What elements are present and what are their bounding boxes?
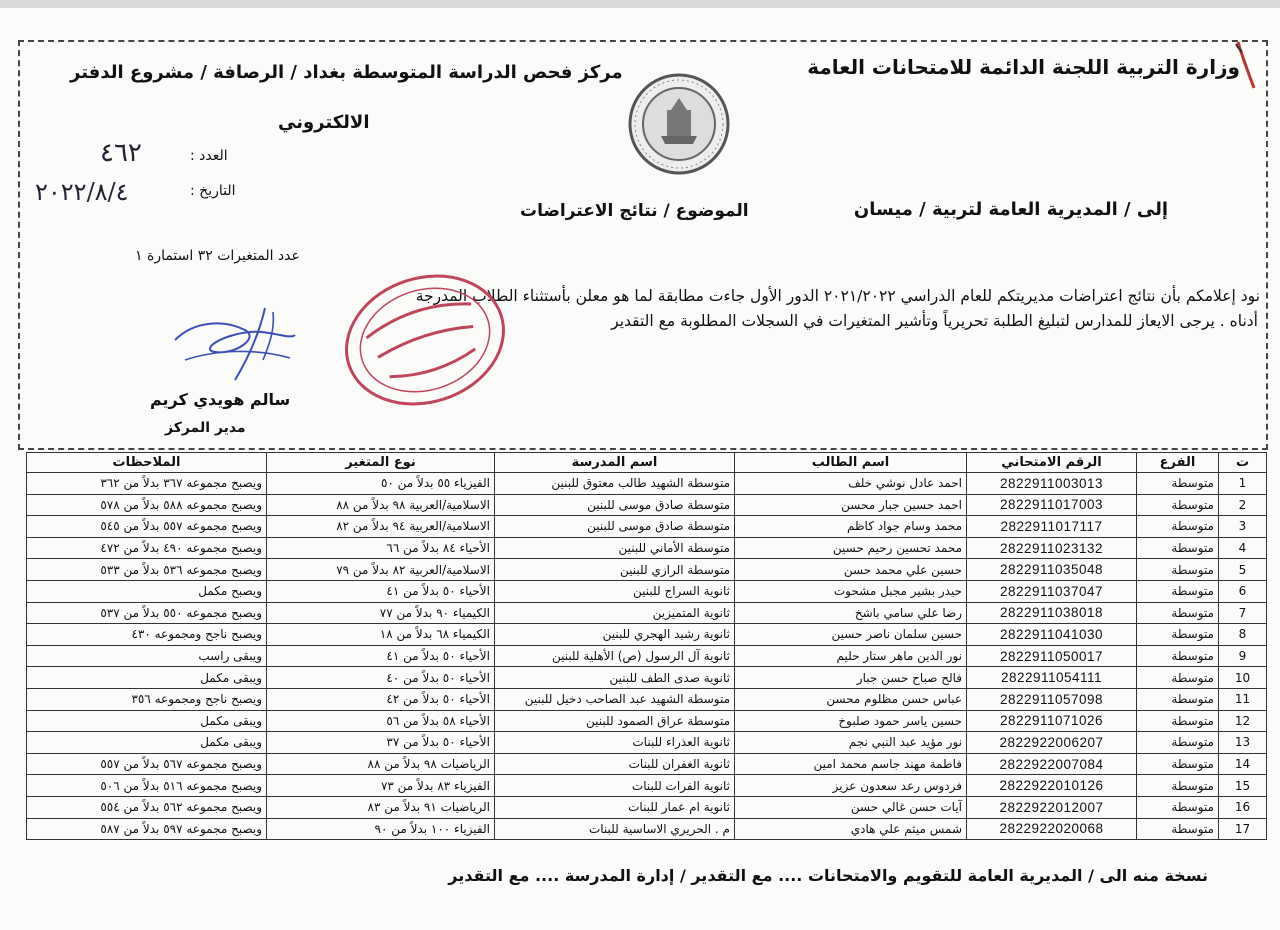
row-index: 5 [1219,559,1267,581]
row-student-name: حيدر بشير مجبل مشحوت [735,580,967,602]
header-notes: الملاحظات [27,453,267,473]
row-notes: ويصبح ناجح ومجموعه ٤٣٠ [27,624,267,646]
table-row [27,753,1267,775]
row-index: 3 [1219,516,1267,538]
row-change-type: الرياضيات ٩١ بدلاً من ٨٣ [267,796,495,818]
header-index: ت [1219,453,1267,473]
row-change-type: الأحياء ٥٠ بدلاً من ٤١ [267,580,495,602]
row-branch: متوسطة [1137,710,1219,732]
number-label: العدد : [190,148,228,164]
row-exam-number: 2822911017003 [967,494,1137,516]
row-school-name: متوسطة الأماني للبنين [495,537,735,559]
recipient-line: إلى / المديرية العامة لتربية / ميسان [853,199,1168,220]
row-change-type: الأحياء ٥٠ بدلاً من ٣٧ [267,732,495,754]
row-change-type: الفيزياء ١٠٠ بدلاً من ٩٠ [267,818,495,840]
row-student-name: آيات حسن غالي حسن [735,796,967,818]
row-branch: متوسطة [1137,732,1219,754]
row-exam-number: 2822922012007 [967,796,1137,818]
table-row [27,688,1267,710]
table-row [27,494,1267,516]
row-student-name: احمد حسين جبار محسن [735,494,967,516]
signer-title: مدير المركز [165,420,246,436]
table-row [27,516,1267,538]
row-index: 17 [1219,818,1267,840]
table-row [27,624,1267,646]
row-branch: متوسطة [1137,645,1219,667]
table-row [27,645,1267,667]
row-school-name: ثانوية السراج للبنين [495,580,735,602]
row-change-type: الأحياء ٥٠ بدلاً من ٤٢ [267,688,495,710]
header-exam-number: الرقم الامتحاني [967,453,1137,473]
row-student-name: محمد تحسين رحيم حسين [735,537,967,559]
row-student-name: محمد وسام جواد كاظم [735,516,967,538]
office-stamp [330,260,520,420]
table-row [27,775,1267,797]
row-exam-number: 2822911054111 [967,667,1137,689]
row-notes: ويبقى مكمل [27,710,267,732]
row-school-name: متوسطة الرازي للبنين [495,559,735,581]
row-school-name: ثانوية رشيد الهجري للبنين [495,624,735,646]
row-student-name: فالح صباح حسن جبار [735,667,967,689]
table-row [27,710,1267,732]
table-row [27,796,1267,818]
row-index: 4 [1219,537,1267,559]
row-exam-number: 2822911017117 [967,516,1137,538]
center-title-line1: مركز فحص الدراسة المتوسطة بغداد / الرصافة / مشروع الدفتر [70,62,623,83]
row-change-type: الكيمياء ٦٨ بدلاً من ١٨ [267,624,495,646]
row-notes: ويصبح مجموعه ٥١٦ بدلاً من ٥٠٦ [27,775,267,797]
row-index: 12 [1219,710,1267,732]
number-value: ٤٦٢ [100,138,142,168]
row-exam-number: 2822911023132 [967,537,1137,559]
row-school-name: ثانوية المتميزين [495,602,735,624]
row-notes: ويصبح مجموعه ٥٦٧ بدلاً من ٥٥٧ [27,753,267,775]
row-school-name: ثانوية الفرات للبنات [495,775,735,797]
row-index: 16 [1219,796,1267,818]
row-change-type: الأحياء ٥٠ بدلاً من ٤٠ [267,667,495,689]
row-change-type: الاسلامية/العربية ٨٢ بدلاً من ٧٩ [267,559,495,581]
row-notes: ويصبح مجموعه ٥٦٢ بدلاً من ٥٥٤ [27,796,267,818]
row-exam-number: 2822922007084 [967,753,1137,775]
row-exam-number: 2822922020068 [967,818,1137,840]
row-notes: ويصبح مجموعه ٥٩٧ بدلاً من ٥٨٧ [27,818,267,840]
row-exam-number: 2822911071026 [967,710,1137,732]
row-school-name: ثانوية العذراء للبنات [495,732,735,754]
row-notes: ويصبح مجموعه ٤٩٠ بدلاً من ٤٧٢ [27,537,267,559]
table-row [27,667,1267,689]
row-notes: ويبقى مكمل [27,667,267,689]
row-student-name: فردوس رعد سعدون عزيز [735,775,967,797]
row-notes: ويبقى مكمل [27,732,267,754]
row-school-name: متوسطة الشهيد طالب معتوق للبنين [495,473,735,495]
row-change-type: الأحياء ٨٤ بدلاً من ٦٦ [267,537,495,559]
row-student-name: نور الدين ماهر ستار حليم [735,645,967,667]
row-index: 1 [1219,473,1267,495]
row-exam-number: 2822911003013 [967,473,1137,495]
row-school-name: ثانوية ام عمار للبنات [495,796,735,818]
row-exam-number: 2822911035048 [967,559,1137,581]
row-school-name: ثانوية الغفران للبنات [495,753,735,775]
row-school-name: متوسطة صادق موسى للبنين [495,494,735,516]
table-row [27,818,1267,840]
table-row [27,473,1267,495]
row-index: 8 [1219,624,1267,646]
subject-line: الموضوع / نتائج الاعتراضات [520,201,749,221]
row-student-name: شمس ميثم علي هادي [735,818,967,840]
row-notes: ويصبح مجموعه ٥٥٠ بدلاً من ٥٣٧ [27,602,267,624]
signature [165,300,305,390]
row-index: 11 [1219,688,1267,710]
header-change-type: نوع المتغير [267,453,495,473]
row-branch: متوسطة [1137,580,1219,602]
row-change-type: الكيمياء ٩٠ بدلاً من ٧٧ [267,602,495,624]
row-notes: ويصبح مجموعه ٥٣٦ بدلاً من ٥٣٣ [27,559,267,581]
row-student-name: عباس حسن مظلوم محسن [735,688,967,710]
row-exam-number: 2822911038018 [967,602,1137,624]
row-notes: ويصبح مجموعه ٣٦٧ بدلاً من ٣٦٢ [27,473,267,495]
row-branch: متوسطة [1137,559,1219,581]
row-index: 2 [1219,494,1267,516]
row-change-type: الاسلامية/العربية ٩٤ بدلاً من ٨٢ [267,516,495,538]
row-branch: متوسطة [1137,796,1219,818]
row-exam-number: 2822911037047 [967,580,1137,602]
row-branch: متوسطة [1137,775,1219,797]
row-school-name: ثانوية صدى الطف للبنين [495,667,735,689]
row-change-type: الأحياء ٥٠ بدلاً من ٤١ [267,645,495,667]
row-change-type: الفيزياء ٨٣ بدلاً من ٧٣ [267,775,495,797]
top-strip [0,0,1280,8]
row-school-name: متوسطة صادق موسى للبنين [495,516,735,538]
header-branch: الفرع [1137,453,1219,473]
row-index: 15 [1219,775,1267,797]
header-student-name: اسم الطالب [735,453,967,473]
row-notes: ويبقى راسب [27,645,267,667]
signer-name: سالم هويدي كريم [150,390,291,409]
row-change-type: الأحياء ٥٨ بدلاً من ٥٦ [267,710,495,732]
row-branch: متوسطة [1137,688,1219,710]
date-value: ٢٠٢٢/٨/٤ [35,178,129,206]
table-row [27,602,1267,624]
row-index: 10 [1219,667,1267,689]
row-branch: متوسطة [1137,516,1219,538]
table-row [27,732,1267,754]
row-notes: ويصبح مجموعه ٥٥٧ بدلاً من ٥٤٥ [27,516,267,538]
row-branch: متوسطة [1137,473,1219,495]
row-change-type: الاسلامية/العربية ٩٨ بدلاً من ٨٨ [267,494,495,516]
row-student-name: نور مؤيد عبد النبي نجم [735,732,967,754]
header-school-name: اسم المدرسة [495,453,735,473]
row-index: 14 [1219,753,1267,775]
row-school-name: ثانوية آل الرسول (ص) الأهلية للبنين [495,645,735,667]
row-notes: ويصبح ناجح ومجموعه ٣٥٦ [27,688,267,710]
body-paragraph-line1: نود إعلامكم بأن نتائج اعتراضات مديريتكم للعام الدراسي ٢٠٢١/٢٠٢٢ الدور الأول جاءت مطابقة لما هو معلن بأستثناء الطلاب المدرجة [415,287,1260,305]
row-index: 6 [1219,580,1267,602]
row-student-name: حسين علي محمد حسن [735,559,967,581]
row-student-name: رضا علي سامي باشخ [735,602,967,624]
results-table [26,452,1267,840]
row-change-type: الفيزياء ٥٥ بدلاً من ٥٠ [267,473,495,495]
row-branch: متوسطة [1137,818,1219,840]
table-row [27,537,1267,559]
row-exam-number: 2822911057098 [967,688,1137,710]
row-exam-number: 2822922006207 [967,732,1137,754]
row-school-name: م . الحريري الاساسية للبنات [495,818,735,840]
row-branch: متوسطة [1137,667,1219,689]
ministry-title: وزارة التربية اللجنة الدائمة للامتحانات العامة [807,55,1240,79]
row-exam-number: 2822911041030 [967,624,1137,646]
row-branch: متوسطة [1137,494,1219,516]
row-school-name: متوسطة الشهيد عبد الصاحب دخيل للبنين [495,688,735,710]
center-title-line2: الالكتروني [278,112,370,133]
row-change-type: الرياضيات ٩٨ بدلاً من ٨٨ [267,753,495,775]
row-exam-number: 2822922010126 [967,775,1137,797]
table-header-row [27,453,1267,473]
copy-to-line: نسخة منه الى / المديرية العامة للتقويم والامتحانات .... مع التقدير / إدارة المدرسة .... مع التقدير [448,866,1208,885]
row-index: 13 [1219,732,1267,754]
body-paragraph-line2: أدناه . يرجى الايعاز للمدارس لتبليغ الطلبة تحريرياً وتأشير المتغيرات في السجلات المطلوبة مع التقدير [611,312,1258,330]
row-branch: متوسطة [1137,624,1219,646]
row-index: 7 [1219,602,1267,624]
table-row [27,559,1267,581]
row-branch: متوسطة [1137,537,1219,559]
row-student-name: حسين سلمان ناصر حسين [735,624,967,646]
row-school-name: متوسطة عراق الصمود للبنين [495,710,735,732]
row-branch: متوسطة [1137,602,1219,624]
row-notes: ويصبح مجموعه ٥٨٨ بدلاً من ٥٧٨ [27,494,267,516]
table-row [27,580,1267,602]
row-notes: ويصبح مكمل [27,580,267,602]
row-exam-number: 2822911050017 [967,645,1137,667]
variables-count: عدد المتغيرات ٣٢ استمارة ١ [135,248,300,264]
ministry-seal [627,72,731,176]
row-student-name: حسين ياسر حمود صلبوخ [735,710,967,732]
date-label: التاريخ : [190,183,236,199]
row-student-name: احمد عادل نوشي خلف [735,473,967,495]
row-student-name: فاطمة مهند جاسم محمد امين [735,753,967,775]
row-branch: متوسطة [1137,753,1219,775]
row-index: 9 [1219,645,1267,667]
